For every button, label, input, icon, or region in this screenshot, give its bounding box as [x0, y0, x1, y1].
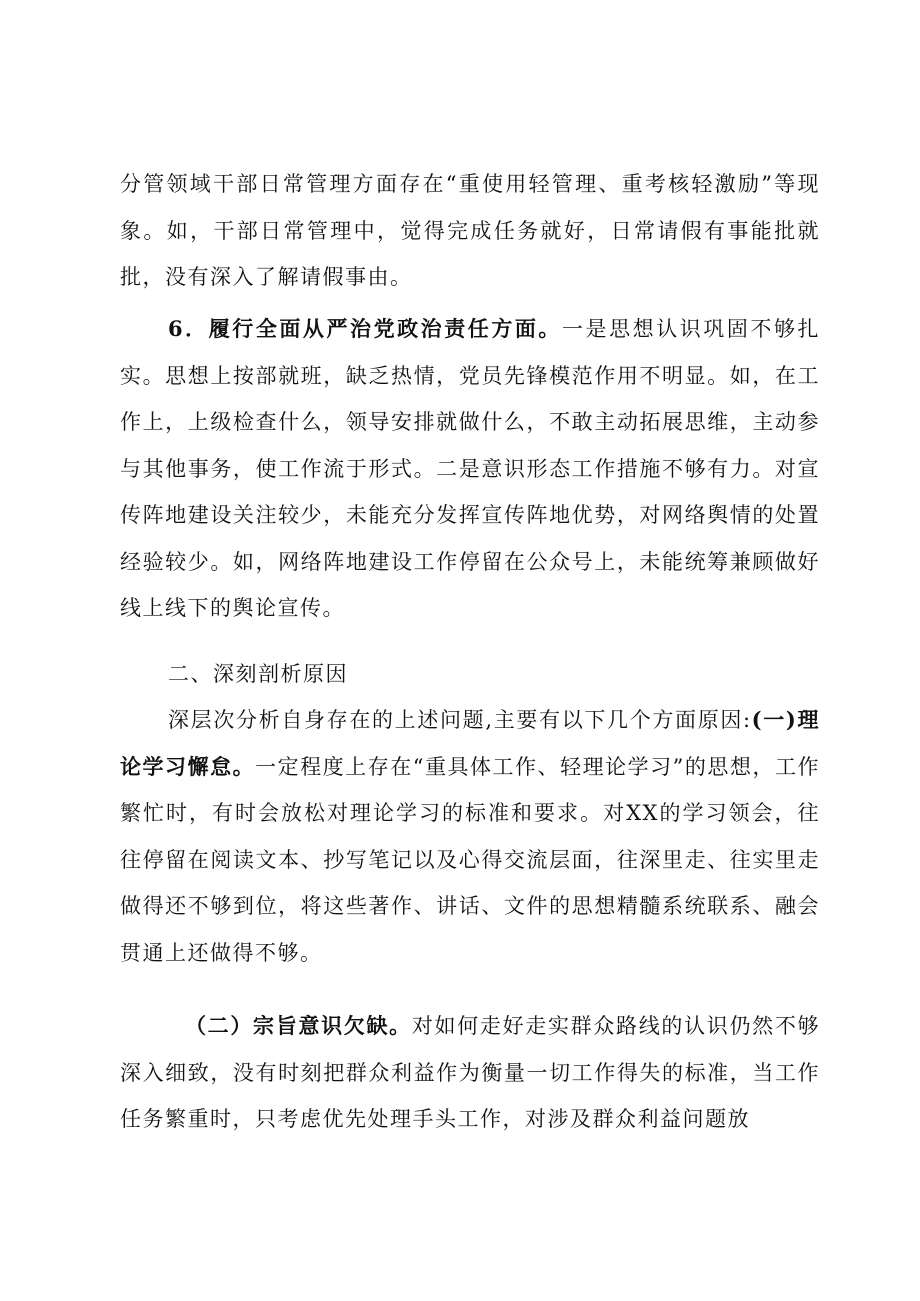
paragraph-text: 分管领域干部日常管理方面存在“重使用轻管理、重考核轻激励”等现象。如，干部日常管理中，觉得完成任务就好，日常请假有事能批就批，没有深入了解请假事由。: [120, 172, 820, 289]
paragraph-lead-text: 深层次分析自身存在的上述问题,主要有以下几个方面原因:: [168, 708, 752, 732]
paragraph-text: 一是思想认识巩固不够扎实。思想上按部就班，缺乏热情，党员先锋模范作用不明显。如，在工作上，上级检查什么，领导安排就做什么，不敢主动拓展思维，主动参与其他事务，使工作流于形式。二是意识形态工作措施不够有力。对宣传阵地建设关注较少，未能充分发挥宣传阵地优势，对网络舆情的处置经验较少。如，网络阵地建设工作停留在公众号上，未能统筹兼顾做好线上线下的舆论宣传。: [120, 317, 820, 620]
reason-1-title: (一)理论学习懈怠。: [120, 707, 821, 779]
paragraph-purpose-awareness: [120, 1003, 820, 1143]
paragraph-cadre-management: [120, 161, 820, 301]
paragraph-theory-study: [120, 697, 820, 976]
section-6-title: 6．履行全面从严治党政治责任方面。: [168, 316, 562, 341]
section-heading-analysis: 二、深刻剖析原因: [168, 662, 348, 686]
paragraph-party-governance: [120, 306, 820, 632]
paragraph-text: 一定程度上存在“重具体工作、轻理论学习”的思想，工作繁忙时，有时会放松对理论学习的标准和要求。对XX的学习领会，往往停留在阅读文本、抄写笔记以及心得交流层面，往深里走、往实里走做得还不够到位，将这些著作、讲话、文件的思想精髓系统联系、融会贯通上还做得不够。: [120, 754, 820, 965]
reason-2-title: （二）宗旨意识欠缺。: [185, 1013, 412, 1038]
paragraph-text: 对如何走好走实群众路线的认识仍然不够深入细致，没有时刻把群众利益作为衡量一切工作得失的标准，当工作任务繁重时，只考虑优先处理手头工作，对涉及群众利益问题放: [120, 1014, 821, 1131]
